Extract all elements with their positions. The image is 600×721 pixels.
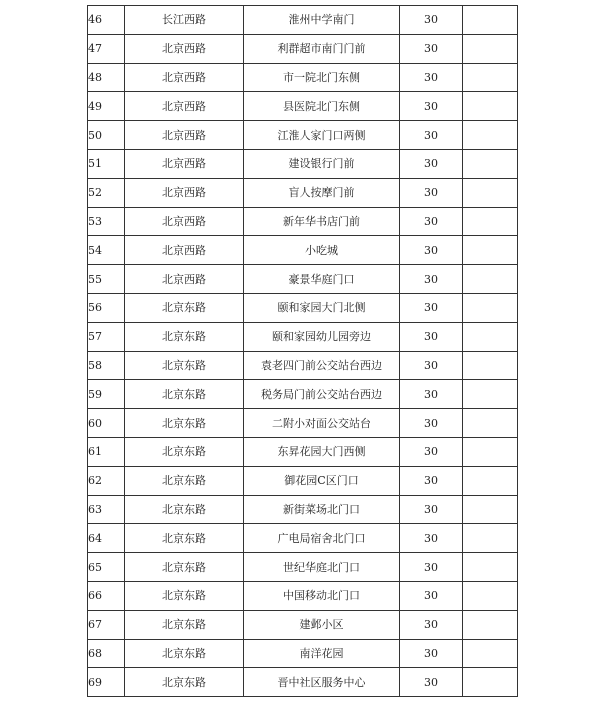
location-name-cell: 利群超市南门门前 xyxy=(244,34,400,63)
remarks-cell xyxy=(463,92,518,121)
table-row xyxy=(88,668,518,697)
road-name-cell: 北京东路 xyxy=(125,437,244,466)
table-row xyxy=(88,178,518,207)
remarks-cell xyxy=(463,495,518,524)
location-name-cell: 江淮人家门口两侧 xyxy=(244,121,400,150)
remarks-cell xyxy=(463,121,518,150)
table-row xyxy=(88,322,518,351)
quantity-cell: 30 xyxy=(400,610,463,639)
location-name-cell: 广电局宿舍北门口 xyxy=(244,524,400,553)
table-row xyxy=(88,380,518,409)
row-number-cell: 67 xyxy=(88,610,125,639)
remarks-cell xyxy=(463,351,518,380)
location-table xyxy=(87,5,518,697)
table-row xyxy=(88,351,518,380)
road-name-cell: 北京东路 xyxy=(125,466,244,495)
remarks-cell xyxy=(463,149,518,178)
quantity-cell: 30 xyxy=(400,121,463,150)
road-name-cell: 北京西路 xyxy=(125,149,244,178)
row-number-cell: 57 xyxy=(88,322,125,351)
location-name-cell: 二附小对面公交站台 xyxy=(244,409,400,438)
row-number-cell: 69 xyxy=(88,668,125,697)
road-name-cell: 北京西路 xyxy=(125,92,244,121)
location-name-cell: 世纪华庭北门口 xyxy=(244,553,400,582)
road-name-cell: 北京东路 xyxy=(125,351,244,380)
table-row xyxy=(88,207,518,236)
location-name-cell: 东昇花园大门西侧 xyxy=(244,437,400,466)
row-number-cell: 54 xyxy=(88,236,125,265)
table-row xyxy=(88,92,518,121)
road-name-cell: 北京东路 xyxy=(125,409,244,438)
table-row xyxy=(88,639,518,668)
table-row xyxy=(88,610,518,639)
row-number-cell: 48 xyxy=(88,63,125,92)
table-row xyxy=(88,236,518,265)
road-name-cell: 北京西路 xyxy=(125,178,244,207)
row-number-cell: 51 xyxy=(88,149,125,178)
remarks-cell xyxy=(463,178,518,207)
row-number-cell: 56 xyxy=(88,293,125,322)
row-number-cell: 63 xyxy=(88,495,125,524)
road-name-cell: 北京东路 xyxy=(125,380,244,409)
road-name-cell: 北京西路 xyxy=(125,121,244,150)
location-name-cell: 颐和家园幼儿园旁边 xyxy=(244,322,400,351)
row-number-cell: 49 xyxy=(88,92,125,121)
quantity-cell: 30 xyxy=(400,409,463,438)
remarks-cell xyxy=(463,409,518,438)
row-number-cell: 52 xyxy=(88,178,125,207)
location-name-cell: 新年华书店门前 xyxy=(244,207,400,236)
row-number-cell: 55 xyxy=(88,265,125,294)
quantity-cell: 30 xyxy=(400,322,463,351)
row-number-cell: 62 xyxy=(88,466,125,495)
remarks-cell xyxy=(463,524,518,553)
location-name-cell: 南洋花园 xyxy=(244,639,400,668)
road-name-cell: 北京东路 xyxy=(125,581,244,610)
quantity-cell: 30 xyxy=(400,92,463,121)
quantity-cell: 30 xyxy=(400,6,463,35)
remarks-cell xyxy=(463,380,518,409)
road-name-cell: 北京西路 xyxy=(125,34,244,63)
road-name-cell: 北京东路 xyxy=(125,293,244,322)
remarks-cell xyxy=(463,437,518,466)
table-row xyxy=(88,63,518,92)
table-row xyxy=(88,581,518,610)
remarks-cell xyxy=(463,322,518,351)
row-number-cell: 50 xyxy=(88,121,125,150)
quantity-cell: 30 xyxy=(400,668,463,697)
quantity-cell: 30 xyxy=(400,63,463,92)
row-number-cell: 46 xyxy=(88,6,125,35)
row-number-cell: 58 xyxy=(88,351,125,380)
road-name-cell: 北京东路 xyxy=(125,524,244,553)
road-name-cell: 北京东路 xyxy=(125,322,244,351)
location-name-cell: 小吃城 xyxy=(244,236,400,265)
road-name-cell: 北京西路 xyxy=(125,236,244,265)
location-name-cell: 晋中社区服务中心 xyxy=(244,668,400,697)
location-name-cell: 袁老四门前公交站台西边 xyxy=(244,351,400,380)
location-name-cell: 颐和家园大门北侧 xyxy=(244,293,400,322)
row-number-cell: 60 xyxy=(88,409,125,438)
table-row xyxy=(88,6,518,35)
row-number-cell: 68 xyxy=(88,639,125,668)
location-name-cell: 盲人按摩门前 xyxy=(244,178,400,207)
remarks-cell xyxy=(463,6,518,35)
road-name-cell: 北京西路 xyxy=(125,265,244,294)
row-number-cell: 47 xyxy=(88,34,125,63)
remarks-cell xyxy=(463,639,518,668)
remarks-cell xyxy=(463,207,518,236)
road-name-cell: 长江西路 xyxy=(125,6,244,35)
quantity-cell: 30 xyxy=(400,524,463,553)
road-name-cell: 北京西路 xyxy=(125,63,244,92)
quantity-cell: 30 xyxy=(400,639,463,668)
quantity-cell: 30 xyxy=(400,466,463,495)
table-row xyxy=(88,149,518,178)
road-name-cell: 北京东路 xyxy=(125,495,244,524)
remarks-cell xyxy=(463,34,518,63)
quantity-cell: 30 xyxy=(400,293,463,322)
remarks-cell xyxy=(463,581,518,610)
location-name-cell: 豪景华庭门口 xyxy=(244,265,400,294)
remarks-cell xyxy=(463,466,518,495)
quantity-cell: 30 xyxy=(400,495,463,524)
quantity-cell: 30 xyxy=(400,380,463,409)
quantity-cell: 30 xyxy=(400,34,463,63)
table-body xyxy=(88,6,518,697)
remarks-cell xyxy=(463,265,518,294)
table-row xyxy=(88,553,518,582)
location-name-cell: 中国移动北门口 xyxy=(244,581,400,610)
quantity-cell: 30 xyxy=(400,149,463,178)
location-name-cell: 淮州中学南门 xyxy=(244,6,400,35)
location-name-cell: 御花园C区门口 xyxy=(244,466,400,495)
table-row xyxy=(88,265,518,294)
location-name-cell: 县医院北门东侧 xyxy=(244,92,400,121)
table-row xyxy=(88,121,518,150)
quantity-cell: 30 xyxy=(400,553,463,582)
quantity-cell: 30 xyxy=(400,437,463,466)
table-row xyxy=(88,34,518,63)
road-name-cell: 北京东路 xyxy=(125,668,244,697)
quantity-cell: 30 xyxy=(400,178,463,207)
row-number-cell: 65 xyxy=(88,553,125,582)
table-row xyxy=(88,409,518,438)
row-number-cell: 53 xyxy=(88,207,125,236)
remarks-cell xyxy=(463,553,518,582)
table-row xyxy=(88,466,518,495)
row-number-cell: 64 xyxy=(88,524,125,553)
quantity-cell: 30 xyxy=(400,581,463,610)
remarks-cell xyxy=(463,236,518,265)
location-name-cell: 建邺小区 xyxy=(244,610,400,639)
road-name-cell: 北京东路 xyxy=(125,610,244,639)
table-row xyxy=(88,524,518,553)
location-name-cell: 税务局门前公交站台西边 xyxy=(244,380,400,409)
road-name-cell: 北京东路 xyxy=(125,639,244,668)
table-row xyxy=(88,495,518,524)
remarks-cell xyxy=(463,610,518,639)
location-name-cell: 市一院北门东侧 xyxy=(244,63,400,92)
remarks-cell xyxy=(463,293,518,322)
quantity-cell: 30 xyxy=(400,236,463,265)
row-number-cell: 59 xyxy=(88,380,125,409)
road-name-cell: 北京东路 xyxy=(125,553,244,582)
location-name-cell: 新街菜场北门口 xyxy=(244,495,400,524)
row-number-cell: 66 xyxy=(88,581,125,610)
road-name-cell: 北京西路 xyxy=(125,207,244,236)
quantity-cell: 30 xyxy=(400,265,463,294)
remarks-cell xyxy=(463,668,518,697)
location-name-cell: 建设银行门前 xyxy=(244,149,400,178)
table-row xyxy=(88,437,518,466)
table-row xyxy=(88,293,518,322)
row-number-cell: 61 xyxy=(88,437,125,466)
quantity-cell: 30 xyxy=(400,351,463,380)
remarks-cell xyxy=(463,63,518,92)
quantity-cell: 30 xyxy=(400,207,463,236)
